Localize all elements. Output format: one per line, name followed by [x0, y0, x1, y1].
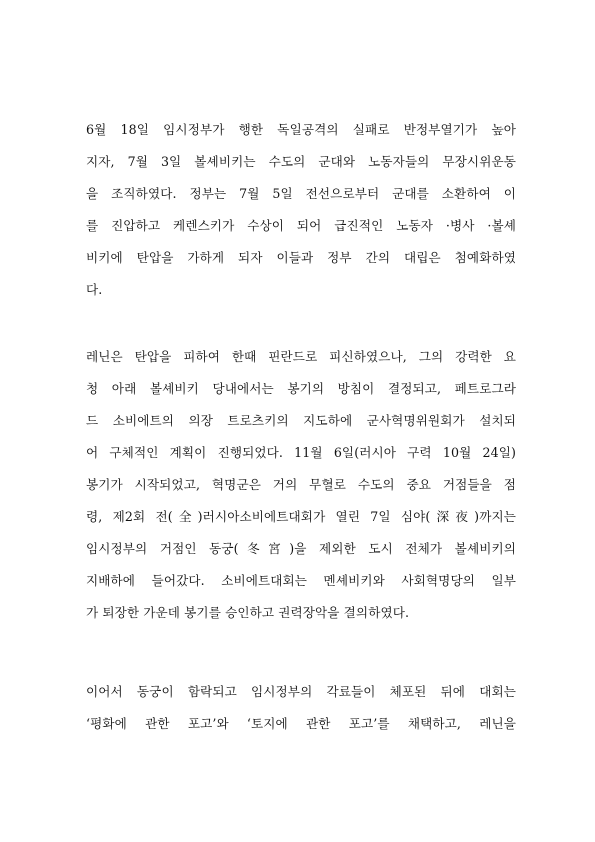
text-line: 다.	[86, 282, 103, 297]
text-line: 지자, 7월 3일 볼셰비키는 수도의 군대와 노동자들의 무장시위운동	[86, 154, 516, 169]
text-line: 가 퇴장한 가운데 봉기를 승인하고 권력장악을 결의하였다.	[86, 605, 410, 620]
text-line: 레닌은 탄압을 피하여 한때 핀란드로 피신하였으나, 그의 강력한 요	[86, 349, 516, 364]
text-line: 6월 18일 임시정부가 행한 독일공격의 실패로 반정부열기가 높아	[86, 122, 516, 137]
text-line: 청 아래 볼셰비키 당내에서는 봉기의 방침이 결정되고, 페트로그라	[86, 381, 516, 396]
text-line: 드 소비에트의 의장 트로츠키의 지도하에 군사혁명위원회가 설치되	[86, 413, 516, 428]
text-line: 을 조직하였다. 정부는 7월 5일 전선으로부터 군대를 소환하여 이	[86, 186, 516, 201]
text-line: 어 구체적인 계획이 진행되었다. 11월 6일(러시아 구력 10월 24일)	[86, 445, 516, 460]
paragraph-winter-palace	[86, 684, 516, 732]
text-line: 를 진압하고 케렌스키가 수상이 되어 급진적인 노동자 ·병사 ·볼셰	[86, 218, 516, 233]
text-line: 령, 제2회 전(全)러시아소비에트대회가 열린 7일 심야(深夜)까지는	[86, 509, 516, 524]
text-line: 임시정부의 거점인 동궁(冬宮)을 제외한 도시 전체가 볼셰비키의	[86, 541, 516, 556]
text-line: 이어서 동궁이 함락되고 임시정부의 각료들이 체포된 뒤에 대회는	[86, 684, 516, 699]
paragraph-july-days	[86, 122, 516, 298]
text-line: 지배하에 들어갔다. 소비에트대회는 멘셰비키와 사회혁명당의 일부	[86, 573, 516, 588]
text-line: 봉기가 시작되었고, 혁명군은 거의 무혈로 수도의 중요 거점들을 점	[86, 477, 516, 492]
text-line: ‘평화에 관한 포고’와 ‘토지에 관한 포고’를 채택하고, 레닌을	[86, 716, 516, 731]
text-line: 비키에 탄압을 가하게 되자 이들과 정부 간의 대립은 첨예화하였	[86, 250, 516, 265]
paragraph-october-uprising	[86, 349, 516, 621]
